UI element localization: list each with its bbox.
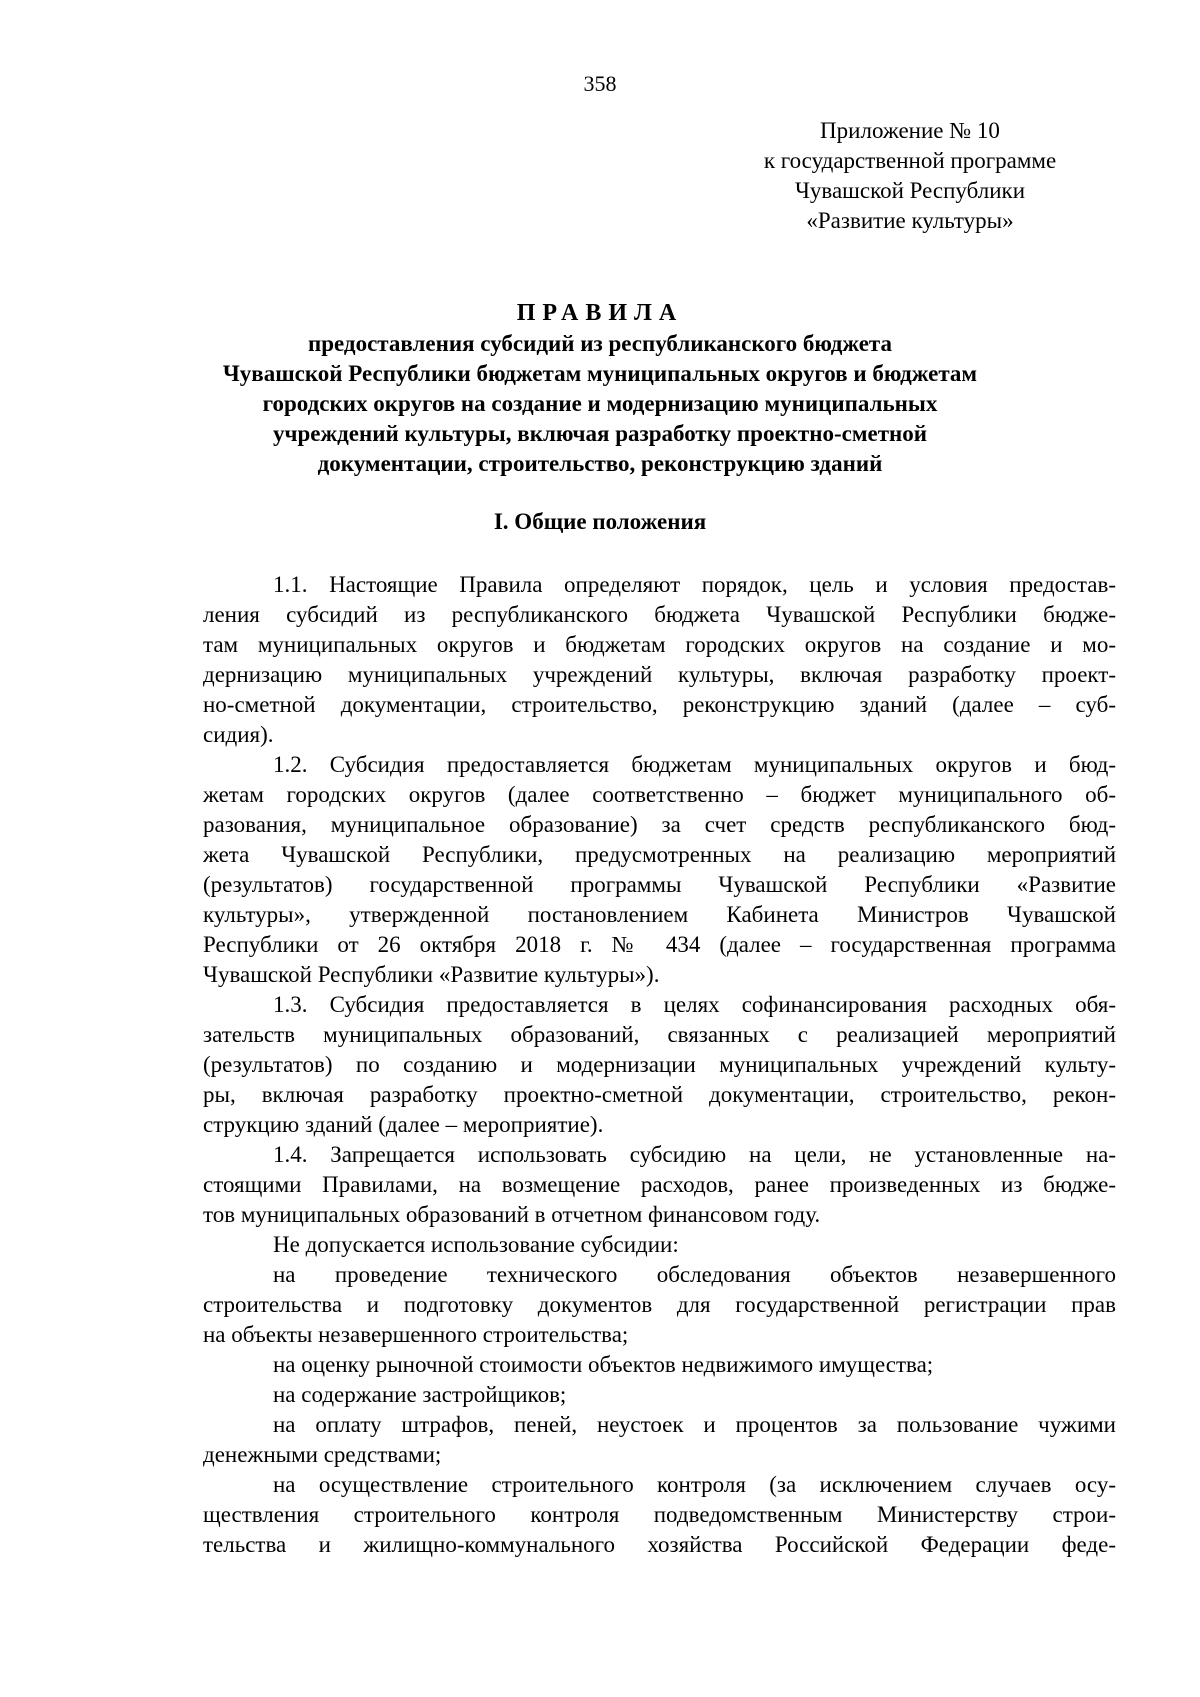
document-subtitle [180,329,1020,479]
section-heading: I. Общие положения [493,509,707,534]
paragraph-line: тельства и жилищно-коммунального хозяйства Российской Федерации феде- [203,1532,1116,1557]
title-block [180,298,1020,479]
paragraph-line: 1.3. Субсидия предоставляется в целях софинансирования расходных обя- [273,992,1116,1017]
appendix-note [720,116,1100,236]
paragraph-line: жетам городских округов (далее соответственно – бюджет муниципального об- [203,782,1116,807]
paragraph-line: тов муниципальных образований в отчетном финансовом году. [203,1202,821,1227]
subtitle-line: городских округов на создание и модернизацию муниципальных [262,391,938,416]
paragraph-line: Чувашской Республики «Развитие культуры»). [203,962,660,987]
paragraph-line: зательств муниципальных образований, связанных с реализацией мероприятий [203,1022,1116,1047]
paragraph-line: на оценку рыночной стоимости объектов недвижимого имущества; [273,1352,934,1377]
paragraph-line: 1.1. Настоящие Правила определяют порядок, цель и условия предостав- [273,572,1116,597]
paragraph-line: денежными средствами; [203,1442,442,1467]
paragraph-line: культуры», утвержденной постановлением Кабинета Министров Чувашской [203,902,1116,927]
document-title: ПРАВИЛА [516,300,684,326]
paragraph-line: жета Чувашской Республики, предусмотренных на реализацию мероприятий [203,842,1116,867]
appendix-line: «Развитие культуры» [806,208,1014,233]
paragraph-line: на оплату штрафов, пеней, неустоек и процентов за пользование чужими [273,1412,1116,1437]
paragraph-line: 1.2. Субсидия предоставляется бюджетам муниципальных округов и бюд- [273,752,1116,777]
subtitle-line: учреждений культуры, включая разработку проектно-сметной [272,421,928,446]
paragraph-line: 1.4. Запрещается использовать субсидию на цели, не установленные на- [273,1142,1116,1167]
appendix-line: к государственной программе [763,148,1057,173]
subtitle-line: Чувашской Республики бюджетам муниципальных округов и бюджетам [222,361,978,386]
paragraph-line: стоящими Правилами, на возмещение расходов, ранее произведенных из бюдже- [203,1172,1116,1197]
paragraph-line: на осуществление строительного контроля (за исключением случаев осу- [273,1472,1116,1497]
paragraph-line: (результатов) государственной программы Чувашской Республики «Развитие [203,872,1116,897]
paragraph-line: Не допускается использование субсидии: [273,1232,679,1257]
subtitle-line: документации, строительство, реконструкцию зданий [317,451,883,476]
appendix-line: Чувашской Республики [794,178,1026,203]
paragraph-line: на проведение технического обследования объектов незавершенного [273,1262,1116,1287]
paragraph-line: Республики от 26 октября 2018 г. № 434 (далее – государственная программа [203,932,1116,957]
paragraph-line: дернизацию муниципальных учреждений культуры, включая разработку проект- [203,662,1116,687]
paragraph-line: там муниципальных округов и бюджетам городских округов на создание и мо- [203,632,1116,657]
paragraph-line: сидия). [203,722,274,747]
paragraph-line: ществления строительного контроля подведомственным Министерству строи- [203,1502,1116,1527]
page-number: 358 [583,71,617,96]
paragraph-line: (результатов) по созданию и модернизации муниципальных учреждений культу- [203,1052,1116,1077]
appendix-line: Приложение № 10 [820,118,1000,143]
paragraph-line: но-сметной документации, строительство, реконструкцию зданий (далее – суб- [203,692,1116,717]
paragraph-line: струкцию зданий (далее – мероприятие). [203,1112,604,1137]
body-text [203,570,1116,1560]
paragraph-line: на содержание застройщиков; [273,1382,567,1407]
paragraph-line: разования, муниципальное образование) за счет средств республиканского бюд- [203,812,1116,837]
subtitle-line: предоставления субсидий из республиканского бюджета [307,331,892,356]
paragraph-line: строительства и подготовку документов для государственной регистрации прав [203,1292,1116,1317]
paragraph-line: ры, включая разработку проектно-сметной документации, строительство, рекон- [203,1082,1116,1107]
paragraph-line: на объекты незавершенного строительства; [203,1322,629,1347]
paragraph-line: ления субсидий из республиканского бюджета Чувашской Республики бюдже- [203,602,1116,627]
